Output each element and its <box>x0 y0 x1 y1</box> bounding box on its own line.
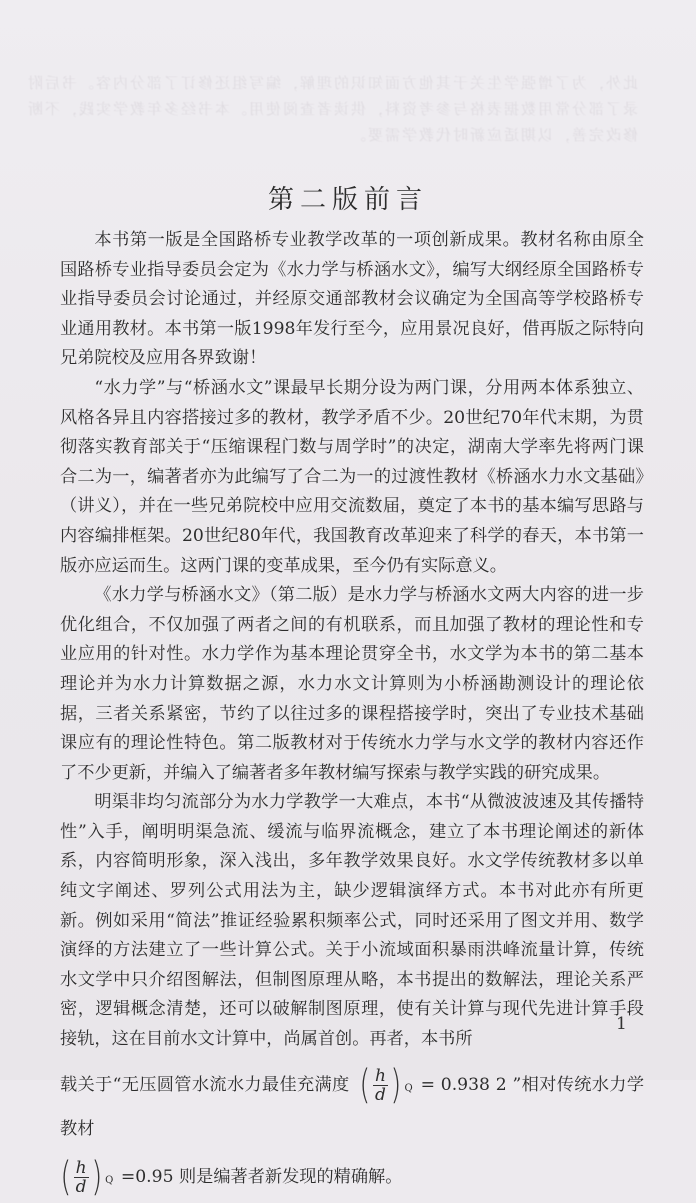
formula-value-1: = 0.938 2 <box>420 1074 507 1095</box>
preface-body <box>60 226 644 1199</box>
denominator: d <box>75 1176 87 1197</box>
paragraph-1: 本书第一版是全国路桥专业教学改革的一项创新成果。教材名称由原全国路桥专业指导委员会定为《水力学与桥涵水文》，编写大纲经原全国路桥专业指导委员会讨论通过，并经原交通部教材会议确定为全国高等学校路桥专业通用教材。本书第一版1998年发行至今，应用景况良好，借再版之际特向兄弟院校及应用各界致谢！ <box>60 230 644 369</box>
formula-value-2: =0.95 <box>120 1166 174 1187</box>
page-title: 第二版前言 <box>267 185 428 216</box>
numerator: h <box>374 1065 386 1086</box>
left-paren: ( <box>359 1062 371 1109</box>
subscript: Q <box>404 1083 413 1095</box>
numerator: h <box>75 1157 87 1178</box>
paragraph-4-text: 明渠非均匀流部分为水力学教学一大难点，本书“从微波波速及其传播特性”入手，阐明明渠急流、缓流与临界流概念，建立了本书理论阐述的新体系，内容简明形象，深入浅出，多年教学效果良好。水文学传统教材多以单纯文字阐述、罗列公式用法为主，缺少逻辑演绎方式。本书对此亦有所更新。例如采用“简法”推证经验累积频率公式，同时还采用了图文并用、数学演绎的方法建立了一些计算公式。关于小流域面积暴雨洪峰流量计算，传统水文学中只介绍图解法，但制图原理从略，本书提出的数解法，理论关系严密，逻辑概念清楚，还可以破解制图原理，使有关计算与现代先进计算手段接轨，这在目前水文计算中，尚属首创。再者，本书所 <box>60 792 644 1050</box>
left-paren: ( <box>60 1154 72 1201</box>
formula-suffix: ”相对传统水力学教材 <box>60 1074 645 1139</box>
formula-line-1 <box>60 1063 644 1151</box>
right-paren: ) <box>390 1062 402 1109</box>
denominator: d <box>375 1084 386 1105</box>
formula-line-2 <box>60 1155 644 1199</box>
fraction-h-over-d-2 <box>58 1154 114 1201</box>
fraction-h-over-d <box>357 1062 413 1109</box>
subscript: Q <box>105 1175 114 1187</box>
bleed-through-text: 此外，为了增强学生关于其他方面知识的理解，编写组还修订了部分内容。书后附录了部分常用数据表格与参考资料，供读者查阅使用。本书经多年教学实践，不断修改完善，以期适应新时代教学需要。 <box>25 74 638 144</box>
paragraph-2: “水力学”与“桥涵水文”课最早长期分设为两门课，分用两本体系独立、风格各异且内容搭接过多的教材，教学矛盾不少。20世纪70年代末期，为贯彻落实教育部关于“压缩课程门数与周学时”的决定，湖南大学率先将两门课合二为一，编著者亦为此编写了合二为一的过渡性教材《桥涵水力水文基础》（讲义），并在一些兄弟院校中应用交流数届，奠定了本书的基本编写思路与内容编排框架。20世纪80年代，我国教育改革迎来了科学的春天，本书第一版亦应运而生。这两门课的变革成果，至今仍有实际意义。 <box>60 377 644 576</box>
paragraph-4 <box>60 788 644 1054</box>
formula-prefix: 载关于“无压圆管水流水力最佳充满度 <box>60 1074 350 1095</box>
right-paren: ) <box>90 1154 102 1201</box>
closing-text: 则是编著者新发现的精确解。 <box>178 1166 403 1187</box>
page-number: 1 <box>616 1014 627 1034</box>
paragraph-3: 《水力学与桥涵水文》（第二版）是水力学与桥涵水文两大内容的进一步优化组合，不仅加强了两者之间的有机联系，而且加强了教材的理论性和专业应用的针对性。水力学作为基本理论贯穿全书，水文学为本书的第二基本理论并为水力计算数据之源，水力水文计算则为小桥涵勘测设计的理论依据，三者关系紧密，节约了以往过多的课程搭接学时，突出了专业技术基础课应有的理论性特色。第二版教材对于传统水力学与水文学的教材内容还作了不少更新，并编入了编著者多年教材编写探索与教学实践的研究成果。 <box>60 585 644 783</box>
